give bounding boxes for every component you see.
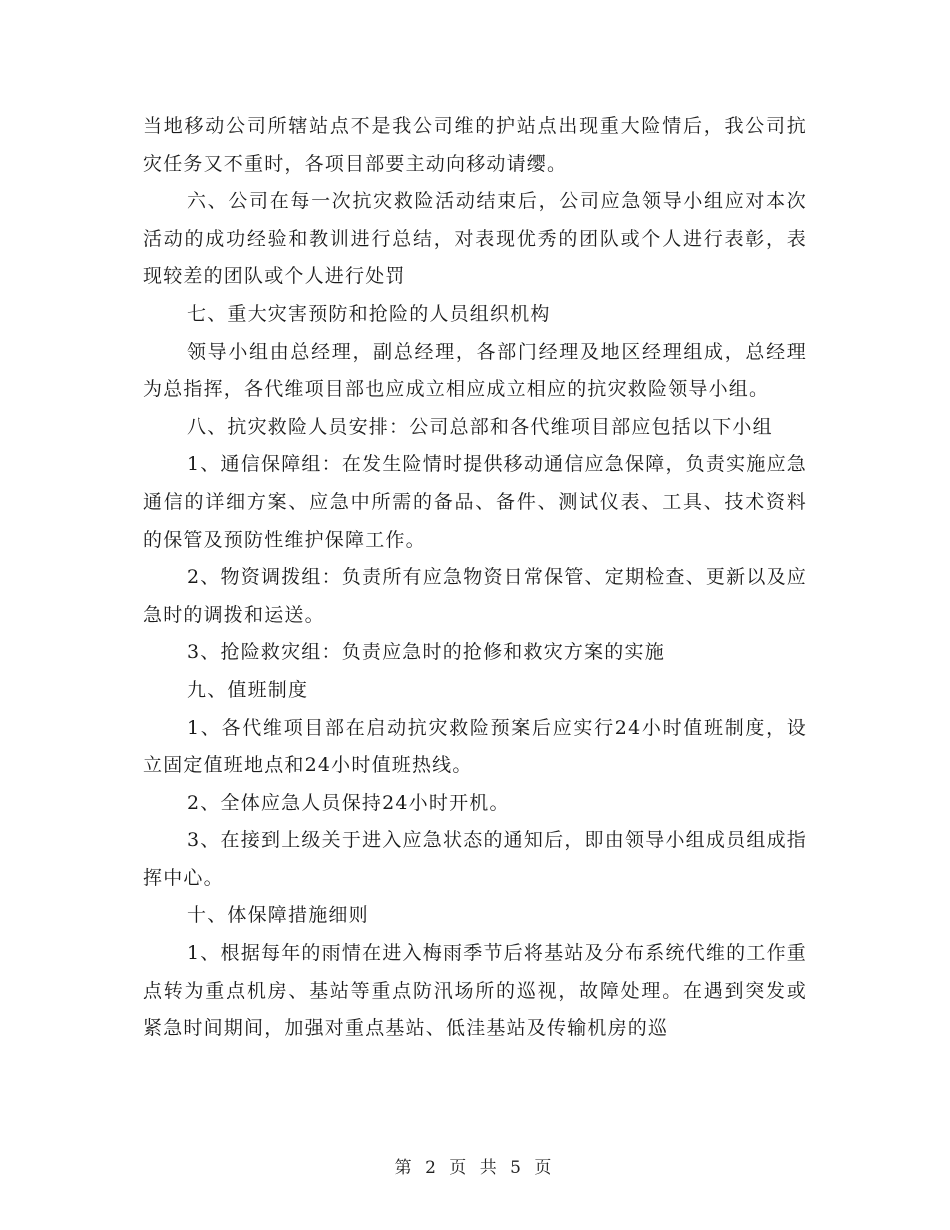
list-item-duty-1: 1、各代维项目部在启动抗灾救险预案后应实行24小时值班制度，设立固定值班地点和24小时值班热线。 [143, 716, 807, 777]
list-item-duty-2: 2、全体应急人员保持24小时开机。 [187, 791, 510, 814]
heading-section-9: 九、值班制度 [187, 678, 309, 701]
list-item-measures-1: 1、根据每年的雨情在进入梅雨季节后将基站及分布系统代维的工作重点转为重点机房、基站等重点防汛场所的巡视，故障处理。在遇到突发或紧急时间期间，加强对重点基站、低洼基站及传输机房的巡 [143, 942, 807, 1040]
paragraph-section-6: 六、公司在每一次抗灾救险活动结束后，公司应急领导小组应对本次活动的成功经验和教训进行总结，对表现优秀的团队或个人进行表彰，表现较差的团队或个人进行处罚 [143, 190, 807, 288]
paragraph-leadership-group: 领导小组由总经理，副总经理，各部门经理及地区经理组成，总经理为总指挥，各代维项目部也应成立相应成立相应的抗灾救险领导小组。 [143, 340, 807, 401]
paragraph-continuation: 当地移动公司所辖站点不是我公司维的护站点出现重大险情后，我公司抗灾任务又不重时，各项目部要主动向移动请缨。 [143, 115, 807, 175]
list-item-duty-3: 3、在接到上级关于进入应急状态的通知后，即由领导小组成员组成指挥中心。 [143, 829, 807, 889]
page-number-footer: 第 2 页 共 5 页 [394, 1158, 556, 1178]
heading-section-8: 八、抗灾救险人员安排：公司总部和各代维项目部应包括以下小组 [187, 415, 773, 438]
list-item-communication-group: 1、通信保障组：在发生险情时提供移动通信应急保障，负责实施应急通信的详细方案、应急中所需的备品、备件、测试仪表、工具、技术资料的保管及预防性维护保障工作。 [143, 453, 807, 551]
document-body [143, 108, 807, 1048]
list-item-rescue-group: 3、抢险救灾组：负责应急时的抢修和救灾方案的实施 [187, 641, 665, 664]
list-item-material-group: 2、物资调拨组：负责所有应急物资日常保管、定期检查、更新以及应急时的调拨和运送。 [143, 566, 807, 626]
heading-section-10: 十、体保障措施细则 [187, 904, 369, 927]
heading-section-7: 七、重大灾害预防和抢险的人员组织机构 [187, 302, 551, 325]
